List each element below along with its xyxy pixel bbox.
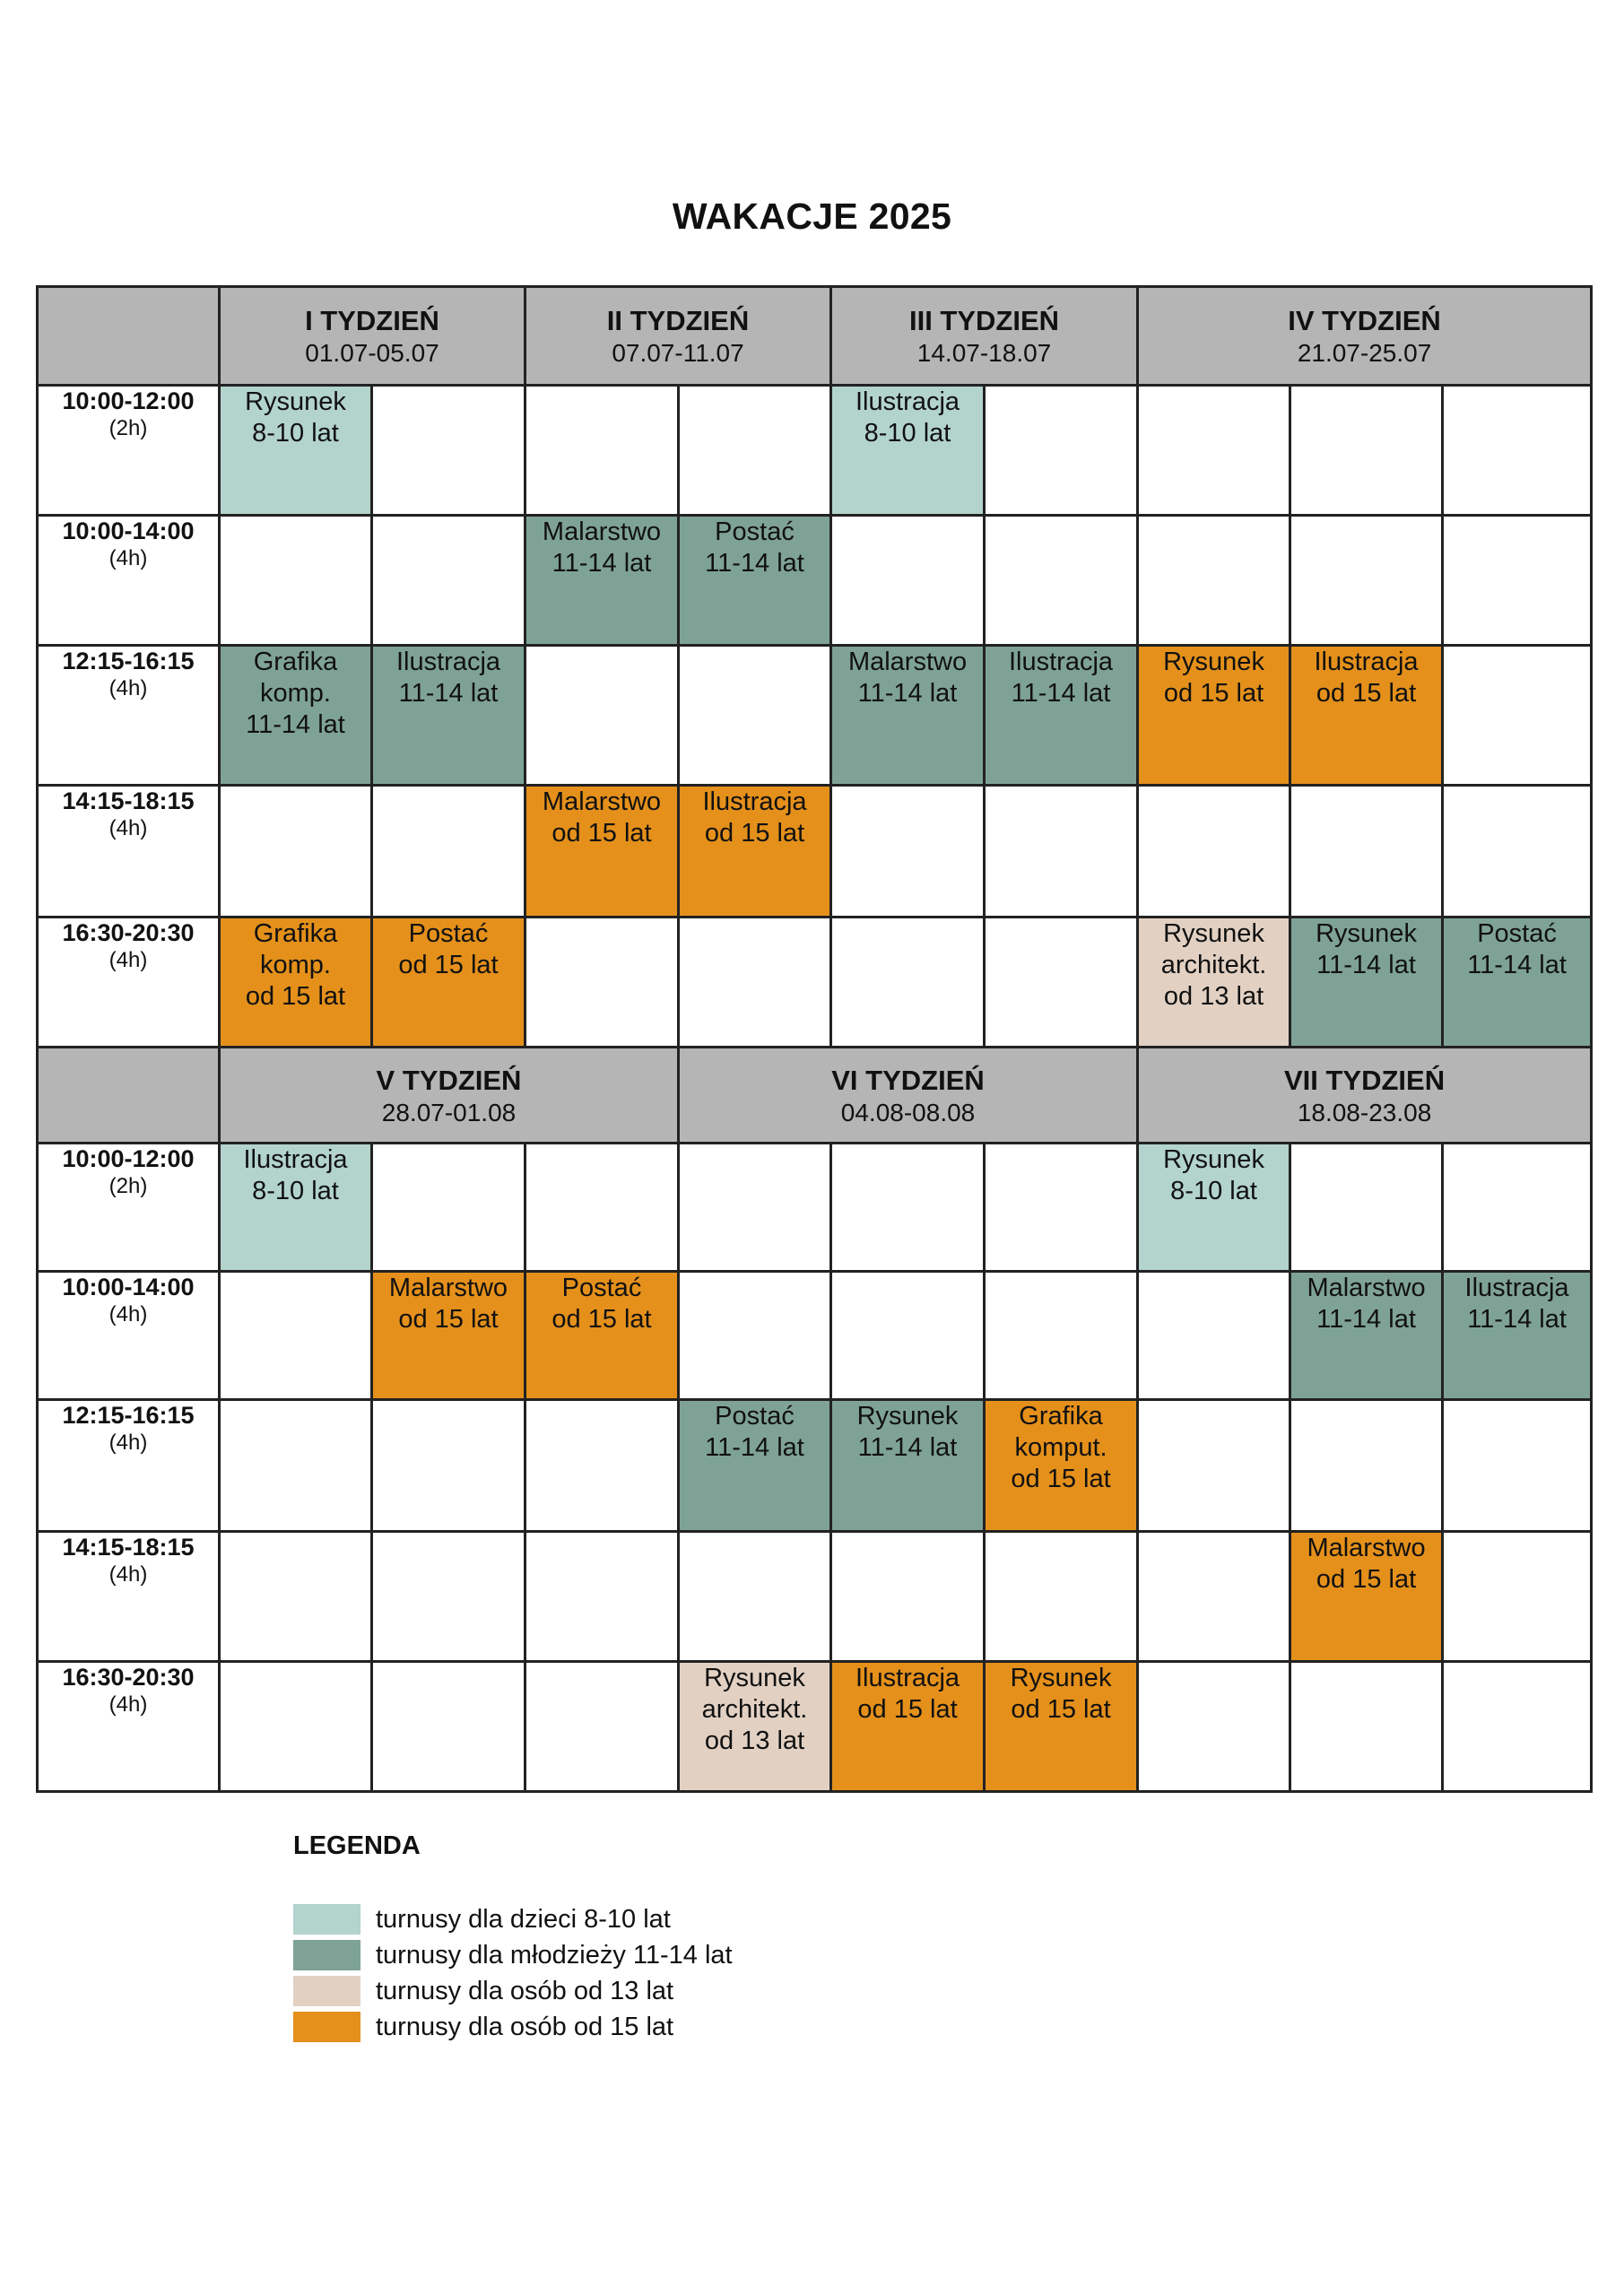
- course-cell: [831, 1662, 985, 1792]
- week-header: [220, 1048, 679, 1144]
- course-text: 8-10 lat: [1170, 1177, 1257, 1205]
- course-cell: [220, 1144, 372, 1272]
- course-text: od 15 lat: [245, 982, 346, 1011]
- empty-cell: [831, 1532, 985, 1662]
- course-cell: [525, 516, 679, 646]
- legend-swatch: [293, 1976, 360, 2006]
- course-text: Postać: [561, 1274, 642, 1302]
- course-cell: [220, 386, 372, 516]
- empty-cell: [1443, 1144, 1592, 1272]
- course-cell: [1443, 1272, 1592, 1400]
- empty-cell: [1443, 386, 1592, 516]
- empty-cell: [220, 1662, 372, 1792]
- empty-cell: [525, 1144, 679, 1272]
- time-slot-label: [38, 646, 220, 786]
- empty-cell: [1443, 1662, 1592, 1792]
- course-cell: [372, 918, 525, 1048]
- course-text: Rysunek: [1163, 919, 1264, 948]
- empty-cell: [679, 386, 831, 516]
- empty-cell: [220, 786, 372, 918]
- course-text: Ilustracja: [1464, 1274, 1569, 1302]
- course-text: Malarstwo: [847, 648, 968, 676]
- time-slot-label: [38, 516, 220, 646]
- empty-cell: [220, 1272, 372, 1400]
- week-header: [831, 287, 1138, 386]
- empty-cell: [831, 786, 985, 918]
- week-name: IV TYDZIEŃ: [1288, 305, 1441, 336]
- course-text: architekt.: [701, 1695, 808, 1724]
- course-cell: [679, 1400, 831, 1532]
- time-slot-label: [38, 1400, 220, 1532]
- course-text: Rysunek: [856, 1402, 959, 1431]
- course-text: 11-14 lat: [398, 679, 499, 708]
- week-name: VII TYDZIEŃ: [1283, 1064, 1446, 1096]
- course-text: Malarstwo: [1307, 1534, 1426, 1562]
- empty-cell: [985, 516, 1138, 646]
- empty-cell: [831, 1144, 985, 1272]
- slot-time: 16:30-20:30: [62, 919, 195, 946]
- course-cell: [1290, 1532, 1443, 1662]
- course-text: od 15 lat: [551, 819, 652, 848]
- legend-label: turnusy dla dzieci 8-10 lat: [376, 1904, 671, 1934]
- course-text: od 13 lat: [1163, 982, 1264, 1011]
- course-text: 11-14 lat: [1011, 679, 1111, 708]
- week-dates: 21.07-25.07: [1297, 339, 1432, 367]
- course-cell: [831, 1400, 985, 1532]
- slot-time: 16:30-20:30: [62, 1664, 195, 1691]
- schedule-table: [36, 285, 1593, 1793]
- empty-cell: [679, 1532, 831, 1662]
- course-text: Rysunek: [1010, 1664, 1112, 1692]
- legend-item: [293, 2009, 733, 2045]
- slot-duration: (4h): [109, 948, 148, 972]
- legend-item: [293, 1901, 733, 1937]
- time-slot-row: [38, 918, 1592, 1048]
- course-cell: [679, 516, 831, 646]
- course-text: 8-10 lat: [252, 419, 339, 448]
- empty-cell: [679, 1272, 831, 1400]
- course-text: 11-14 lat: [1316, 951, 1416, 979]
- empty-cell: [985, 1272, 1138, 1400]
- legend-label: turnusy dla osób od 15 lat: [376, 2012, 674, 2041]
- empty-cell: [985, 1144, 1138, 1272]
- slot-time: 10:00-12:00: [62, 1145, 195, 1172]
- course-text: Malarstwo: [542, 517, 662, 546]
- course-cell: [525, 786, 679, 918]
- time-slot-row: [38, 1144, 1592, 1272]
- slot-time: 14:15-18:15: [62, 787, 195, 814]
- legend: [293, 1901, 733, 2045]
- time-slot-label: [38, 1532, 220, 1662]
- empty-cell: [220, 516, 372, 646]
- week-header: [679, 1048, 1138, 1144]
- empty-cell: [1290, 386, 1443, 516]
- legend-title: LEGENDA: [293, 1831, 421, 1860]
- week-dates: 04.08-08.08: [840, 1098, 976, 1126]
- course-text: 11-14 lat: [1467, 951, 1567, 979]
- course-cell: [525, 1272, 679, 1400]
- course-text: Ilustracja: [1009, 648, 1114, 676]
- course-text: Postać: [1477, 919, 1557, 948]
- course-cell: [372, 646, 525, 786]
- course-cell: [372, 1272, 525, 1400]
- course-text: 11-14 lat: [705, 549, 804, 578]
- course-text: Rysunek: [1316, 919, 1417, 948]
- legend-swatch: [293, 1940, 360, 1970]
- slot-time: 10:00-12:00: [62, 387, 195, 414]
- page-title: WAKACJE 2025: [672, 196, 952, 237]
- legend-swatch: [293, 2012, 360, 2042]
- time-slot-row: [38, 1400, 1592, 1532]
- course-text: od 15 lat: [1011, 1465, 1111, 1493]
- empty-cell: [525, 1400, 679, 1532]
- time-slot-row: [38, 1272, 1592, 1400]
- course-text: komp.: [260, 679, 331, 708]
- course-text: Ilustracja: [395, 648, 501, 676]
- empty-cell: [372, 516, 525, 646]
- empty-cell: [1138, 786, 1290, 918]
- empty-cell: [985, 918, 1138, 1048]
- empty-cell: [1290, 1144, 1443, 1272]
- empty-cell: [1443, 1532, 1592, 1662]
- time-slot-row: [38, 786, 1592, 918]
- course-text: od 15 lat: [1316, 1565, 1417, 1594]
- week-header: [220, 287, 525, 386]
- empty-cell: [1138, 1272, 1290, 1400]
- course-text: od 15 lat: [398, 951, 499, 979]
- time-slot-label: [38, 1144, 220, 1272]
- course-text: komput.: [1014, 1433, 1107, 1462]
- course-text: architekt.: [1160, 951, 1267, 979]
- week-dates: 18.08-23.08: [1297, 1098, 1432, 1126]
- slot-time: 10:00-14:00: [62, 517, 195, 544]
- time-slot-row: [38, 646, 1592, 786]
- course-cell: [679, 786, 831, 918]
- course-text: Ilustracja: [243, 1145, 348, 1174]
- time-slot-label: [38, 1662, 220, 1792]
- course-text: Postać: [408, 919, 489, 948]
- course-text: Grafika: [253, 919, 338, 948]
- time-slot-label: [38, 386, 220, 516]
- course-cell: [1138, 646, 1290, 786]
- empty-cell: [1138, 1400, 1290, 1532]
- course-cell: [985, 1400, 1138, 1532]
- week-dates: 07.07-11.07: [612, 339, 744, 367]
- course-text: Rysunek: [245, 387, 346, 416]
- empty-cell: [372, 1144, 525, 1272]
- empty-cell: [220, 1400, 372, 1532]
- empty-cell: [525, 386, 679, 516]
- slot-duration: (4h): [109, 816, 148, 840]
- course-text: Grafika: [253, 648, 338, 676]
- course-text: Ilustracja: [702, 787, 807, 816]
- empty-cell: [372, 1532, 525, 1662]
- empty-cell: [1138, 1662, 1290, 1792]
- empty-cell: [525, 1662, 679, 1792]
- empty-cell: [985, 1532, 1138, 1662]
- slot-duration: (4h): [109, 676, 148, 700]
- time-slot-row: [38, 1532, 1592, 1662]
- slot-duration: (2h): [109, 416, 148, 440]
- course-text: Malarstwo: [388, 1274, 508, 1302]
- course-text: 11-14 lat: [1467, 1305, 1567, 1334]
- week-dates: 28.07-01.08: [381, 1098, 517, 1126]
- empty-cell: [1443, 646, 1592, 786]
- course-cell: [1138, 1144, 1290, 1272]
- empty-cell: [985, 386, 1138, 516]
- week-name: VI TYDZIEŃ: [831, 1064, 985, 1096]
- legend-label: turnusy dla młodzieży 11-14 lat: [376, 1940, 733, 1970]
- course-cell: [985, 646, 1138, 786]
- course-text: Malarstwo: [542, 787, 662, 816]
- course-text: od 15 lat: [857, 1695, 958, 1724]
- empty-cell: [1443, 786, 1592, 918]
- course-text: od 15 lat: [551, 1305, 652, 1334]
- course-text: 11-14 lat: [705, 1433, 804, 1462]
- slot-duration: (2h): [109, 1174, 148, 1198]
- empty-cell: [1290, 786, 1443, 918]
- time-slot-label: [38, 786, 220, 918]
- empty-cell: [1443, 1400, 1592, 1532]
- empty-cell: [1138, 1532, 1290, 1662]
- course-text: 11-14 lat: [1316, 1305, 1416, 1334]
- course-text: 11-14 lat: [551, 549, 652, 578]
- empty-cell: [679, 1144, 831, 1272]
- time-slot-label: [38, 1272, 220, 1400]
- week-name: I TYDZIEŃ: [305, 305, 439, 336]
- header-corner: [38, 1048, 220, 1144]
- empty-cell: [831, 918, 985, 1048]
- course-text: Ilustracja: [855, 1664, 960, 1692]
- empty-cell: [1290, 1400, 1443, 1532]
- week-dates: 01.07-05.07: [305, 339, 439, 367]
- time-slot-row: [38, 386, 1592, 516]
- slot-time: 10:00-14:00: [62, 1274, 195, 1300]
- week-name: V TYDZIEŃ: [376, 1064, 522, 1096]
- week-name: III TYDZIEŃ: [908, 305, 1060, 336]
- course-cell: [220, 918, 372, 1048]
- legend-item: [293, 1937, 733, 1973]
- course-text: Rysunek: [1163, 648, 1264, 676]
- empty-cell: [1138, 386, 1290, 516]
- course-text: Postać: [715, 517, 795, 546]
- course-text: od 15 lat: [1316, 679, 1417, 708]
- slot-duration: (4h): [109, 1302, 148, 1326]
- course-cell: [1290, 646, 1443, 786]
- week-dates: 14.07-18.07: [916, 339, 1052, 367]
- course-cell: [679, 1662, 831, 1792]
- empty-cell: [1290, 516, 1443, 646]
- legend-swatch: [293, 1904, 360, 1935]
- course-cell: [220, 646, 372, 786]
- course-cell: [985, 1662, 1138, 1792]
- empty-cell: [525, 918, 679, 1048]
- empty-cell: [679, 646, 831, 786]
- week-name: II TYDZIEŃ: [606, 305, 750, 336]
- empty-cell: [1290, 1662, 1443, 1792]
- empty-cell: [372, 786, 525, 918]
- time-slot-row: [38, 1662, 1592, 1792]
- slot-duration: (4h): [109, 1562, 148, 1587]
- slot-duration: (4h): [109, 1431, 148, 1455]
- course-text: Rysunek: [704, 1664, 805, 1692]
- course-text: Postać: [715, 1402, 795, 1431]
- slot-time: 14:15-18:15: [62, 1534, 195, 1561]
- slot-time: 12:15-16:15: [62, 648, 195, 674]
- course-text: Ilustracja: [855, 387, 960, 416]
- course-cell: [1290, 1272, 1443, 1400]
- course-text: 11-14 lat: [857, 1433, 958, 1462]
- course-text: od 15 lat: [398, 1305, 499, 1334]
- course-cell: [831, 646, 985, 786]
- block2-header-row: [38, 1048, 1592, 1144]
- course-text: 8-10 lat: [252, 1177, 339, 1205]
- course-text: Malarstwo: [1307, 1274, 1426, 1302]
- course-cell: [1443, 918, 1592, 1048]
- week-header: [525, 287, 831, 386]
- legend-label: turnusy dla osób od 13 lat: [376, 1976, 674, 2005]
- week-header: [1138, 1048, 1592, 1144]
- empty-cell: [1443, 516, 1592, 646]
- course-text: od 15 lat: [1163, 679, 1264, 708]
- course-text: 8-10 lat: [864, 419, 951, 448]
- course-text: od 15 lat: [704, 819, 805, 848]
- empty-cell: [372, 1662, 525, 1792]
- empty-cell: [372, 1400, 525, 1532]
- empty-cell: [985, 786, 1138, 918]
- slot-duration: (4h): [109, 1692, 148, 1717]
- block1-header-row: [38, 287, 1592, 386]
- course-text: 11-14 lat: [857, 679, 958, 708]
- slot-time: 12:15-16:15: [62, 1402, 195, 1429]
- empty-cell: [1138, 516, 1290, 646]
- header-corner: [38, 287, 220, 386]
- course-cell: [831, 386, 985, 516]
- week-header: [1138, 287, 1592, 386]
- empty-cell: [220, 1532, 372, 1662]
- legend-item: [293, 1973, 733, 2009]
- course-cell: [1290, 918, 1443, 1048]
- empty-cell: [525, 1532, 679, 1662]
- course-text: Ilustracja: [1314, 648, 1419, 676]
- course-cell: [1138, 918, 1290, 1048]
- empty-cell: [372, 386, 525, 516]
- empty-cell: [525, 646, 679, 786]
- course-text: Rysunek: [1163, 1145, 1264, 1174]
- empty-cell: [831, 516, 985, 646]
- course-text: od 13 lat: [704, 1726, 805, 1755]
- course-text: od 15 lat: [1011, 1695, 1111, 1724]
- empty-cell: [831, 1272, 985, 1400]
- time-slot-label: [38, 918, 220, 1048]
- course-text: 11-14 lat: [246, 710, 345, 739]
- course-text: Grafika: [1019, 1402, 1103, 1431]
- slot-duration: (4h): [109, 546, 148, 570]
- course-text: komp.: [260, 951, 331, 979]
- empty-cell: [679, 918, 831, 1048]
- time-slot-row: [38, 516, 1592, 646]
